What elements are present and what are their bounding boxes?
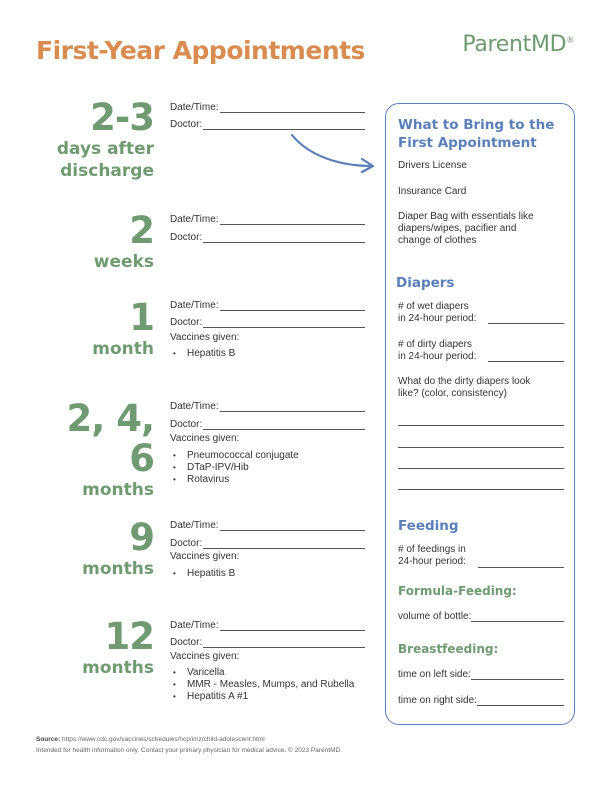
wet-diapers-input[interactable] xyxy=(488,322,564,324)
dirty-look-input[interactable] xyxy=(398,467,564,469)
age-number: 2 xyxy=(129,209,154,252)
date-time-field[interactable]: Date/Time: xyxy=(170,297,365,311)
bottle-volume-field[interactable]: volume of bottle: xyxy=(398,611,564,622)
dirty-look-input[interactable] xyxy=(398,488,564,490)
feeding-title: Feeding xyxy=(398,518,459,534)
vaccines-label: Vaccines given: xyxy=(170,551,240,562)
age-unit: weeks xyxy=(93,252,154,272)
dirty-look-input[interactable] xyxy=(398,424,564,426)
age-label-9-months xyxy=(38,518,154,580)
bring-item: Insurance Card xyxy=(398,186,467,197)
doctor-field[interactable]: Doctor: xyxy=(170,416,365,430)
registered-mark: ® xyxy=(566,35,574,45)
doctor-field[interactable]: Doctor: xyxy=(170,634,365,648)
date-time-field[interactable]: Date/Time: xyxy=(170,211,365,225)
age-label-12-months xyxy=(38,617,154,679)
wet-diapers-label: # of wet diapers in 24-hour period: xyxy=(398,301,477,324)
dirty-diapers-label: # of dirty diapers in 24-hour period: xyxy=(398,339,477,362)
doctor-field[interactable]: Doctor: xyxy=(170,535,365,549)
checklist-panel xyxy=(385,103,575,725)
left-side-field[interactable]: time on left side: xyxy=(398,669,564,680)
arrow-icon xyxy=(288,130,378,175)
dirty-look-input[interactable] xyxy=(398,446,564,448)
age-number: 2-3 xyxy=(90,96,154,139)
age-unit: month xyxy=(92,339,154,359)
feedings-count-label: # of feedings in 24-hour period: xyxy=(398,544,466,567)
bring-title: What to Bring to the First Appointment xyxy=(398,117,555,151)
vaccine-item: • Varicella xyxy=(173,667,354,679)
doctor-field[interactable]: Doctor: xyxy=(170,116,365,130)
age-label-2-weeks xyxy=(38,211,154,273)
date-time-field[interactable]: Date/Time: xyxy=(170,617,365,631)
brand-name: ParentMD xyxy=(462,32,567,57)
bring-item: Diaper Bag with essentials like diapers/wipes, pacifier and change of clothes xyxy=(398,211,534,246)
date-time-field[interactable]: Date/Time: xyxy=(170,517,365,531)
vaccine-list xyxy=(173,667,354,703)
source-link[interactable]: https://www.cdc.gov/vaccines/schedules/hcp/imz/child-adolescent.html xyxy=(62,736,265,743)
vaccine-item: • Hepatitis B xyxy=(173,568,235,580)
source-line: Source: https://www.cdc.gov/vaccines/schedules/hcp/imz/child-adolescent.html xyxy=(36,736,265,743)
vaccines-label: Vaccines given: xyxy=(170,433,240,444)
age-unit: discharge xyxy=(60,161,154,181)
vaccine-item: • Hepatitis A #1 xyxy=(173,691,354,703)
vaccines-label: Vaccines given: xyxy=(170,332,240,343)
formula-title: Formula-Feeding: xyxy=(398,584,517,598)
disclaimer: Intended for health information only. Contact your primary physician for medical advice. © 2023 ParentMD. xyxy=(36,747,342,754)
date-time-field[interactable]: Date/Time: xyxy=(170,398,365,412)
vaccine-item: • Pneumococcal conjugate xyxy=(173,450,299,462)
age-unit: months xyxy=(82,480,154,500)
age-number: 2, 4, 6 xyxy=(66,397,154,480)
vaccine-item: • Hepatitis B xyxy=(173,348,235,360)
feedings-count-input[interactable] xyxy=(478,566,564,568)
dirty-diapers-input[interactable] xyxy=(488,360,564,362)
age-unit: months xyxy=(82,559,154,579)
page-title: First-Year Appointments xyxy=(36,36,365,65)
vaccine-list xyxy=(173,568,235,580)
date-time-field[interactable]: Date/Time: xyxy=(170,99,365,113)
breastfeeding-title: Breastfeeding: xyxy=(398,642,499,656)
right-side-field[interactable]: time on right side: xyxy=(398,695,564,706)
vaccine-item: • Rotavirus xyxy=(173,474,299,486)
doctor-field[interactable]: Doctor: xyxy=(170,314,365,328)
bring-item: Drivers License xyxy=(398,160,467,171)
age-label-2-3-days xyxy=(38,98,154,182)
vaccine-list xyxy=(173,450,299,486)
doctor-field[interactable]: Doctor: xyxy=(170,229,365,243)
age-unit: days after xyxy=(56,139,154,159)
age-number: 12 xyxy=(104,615,154,658)
vaccine-item: • DTaP-IPV/Hib xyxy=(173,462,299,474)
age-label-1-month xyxy=(38,298,154,360)
vaccine-list xyxy=(173,348,235,360)
diapers-title: Diapers xyxy=(396,275,455,291)
age-label-2-4-6-months xyxy=(38,399,154,501)
age-unit: months xyxy=(82,658,154,678)
dirty-look-label: What do the dirty diapers look like? (color, consistency) xyxy=(398,376,531,399)
vaccines-label: Vaccines given: xyxy=(170,651,240,662)
age-number: 1 xyxy=(129,296,154,339)
brand-logo xyxy=(462,32,574,57)
vaccine-item: • MMR - Measles, Mumps, and Rubella xyxy=(173,679,354,691)
age-number: 9 xyxy=(129,516,154,559)
